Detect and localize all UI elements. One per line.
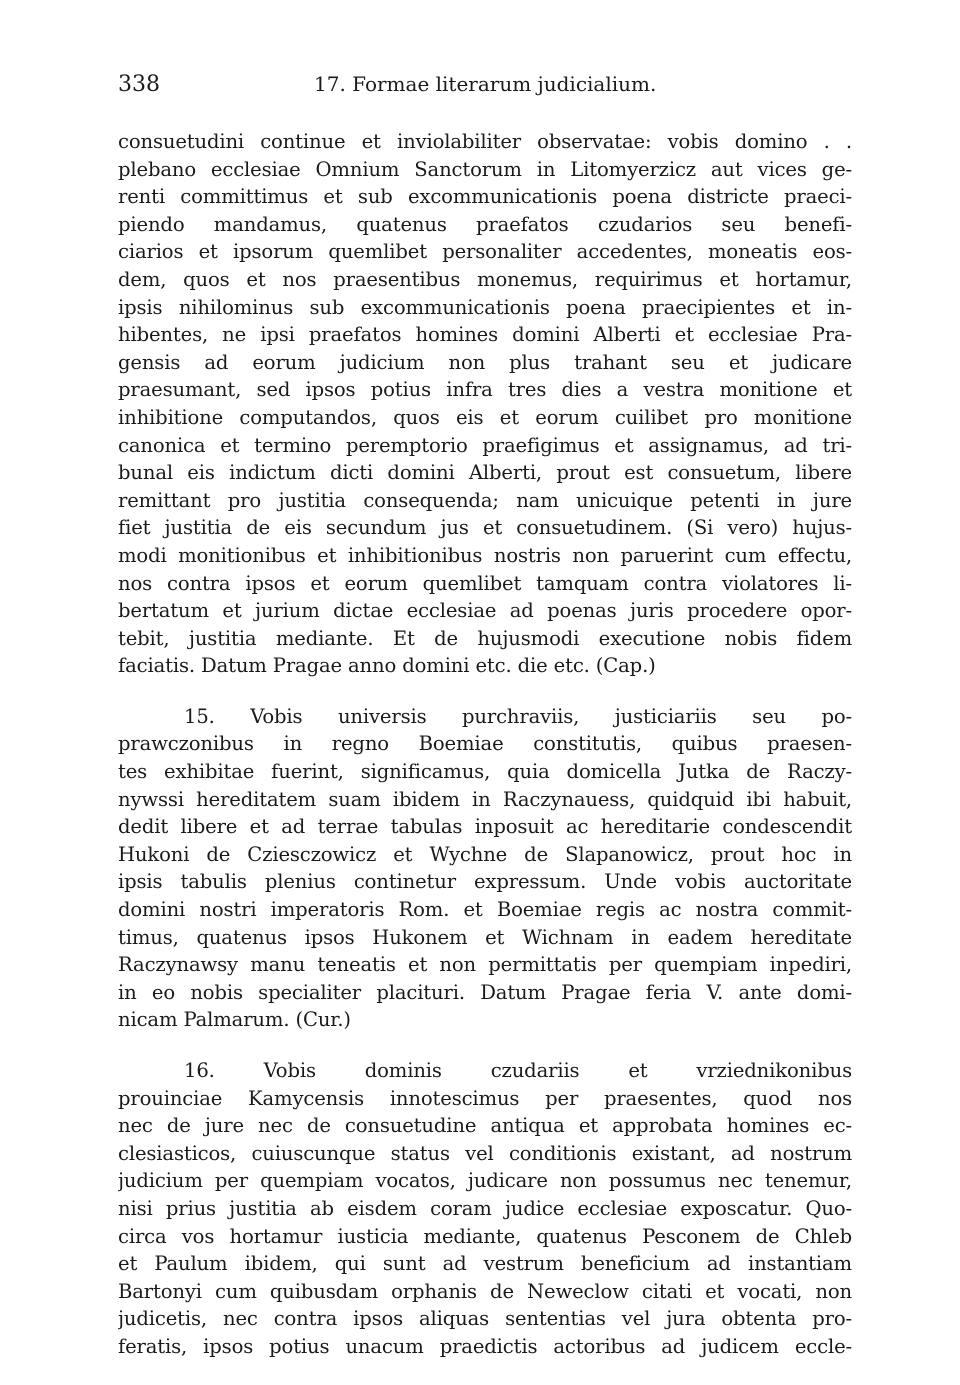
text-line: dedit libere et ad terrae tabulas inposuit ac hereditarie condescendit [118,815,852,839]
text-line: inhibitione computandos, quos eis et eorum cuilibet pro monitione [118,405,852,429]
text-line: fiet justitia de eis secundum jus et consuetudinem. (Si vero) hujus- [118,516,852,540]
text-line: nisi prius justitia ab eisdem coram judice ecclesiae exposcatur. Quo- [118,1196,852,1220]
text-line: ipsis nihilominus sub excommunicationis poena praecipientes et in- [118,295,852,319]
paragraph-16 [118,1057,852,1361]
text-line: 15. Vobis universis purchraviis, justiciariis seu po- [184,704,852,728]
running-header [118,72,852,106]
text-line: modi monitionibus et inhibitionibus nostris non paruerint cum effectu, [118,543,852,567]
running-title: 17. Formae literarum judicialium. [314,72,657,96]
text-line: Raczynawsy manu teneatis et non permittatis per quempiam inpediri, [118,953,852,977]
text-line: nec de jure nec de consuetudine antiqua et approbata homines ec- [118,1114,852,1138]
paragraph-15 [118,703,852,1034]
text-line: gensis ad eorum judicium non plus trahant seu et judicare [118,350,852,374]
document-page [118,72,852,1361]
text-line: domini nostri imperatoris Rom. et Boemiae regis ac nostra commit- [118,898,852,922]
text-line: prouinciae Kamycensis innotescimus per praesentes, quod nos [118,1086,852,1110]
paragraph-gap [118,680,852,703]
text-line: clesiasticos, cuiuscunque status vel conditionis existant, ad nostrum [118,1141,852,1165]
text-line: 16. Vobis dominis czudariis et vrziednikonibus [184,1059,852,1082]
text-line: tes exhibitae fuerint, significamus, quia domicella Jutka de Raczy- [118,760,852,784]
body-text [118,128,852,1361]
text-line: praesumant, sed ipsos potius infra tres dies a vestra monitione et [118,378,852,402]
text-line: piendo mandamus, quatenus praefatos czudarios seu benefi- [118,212,852,236]
text-line: renti committimus et sub excommunicationis poena districte praeci- [118,185,852,209]
text-line: circa vos hortamur iusticia mediante, quatenus Pesconem de Chleb [118,1224,852,1248]
page-number: 338 [118,72,160,97]
text-line: feratis, ipsos potius unacum praedictis actoribus ad judicem eccle- [118,1334,852,1358]
text-line: bunal eis indictum dicti domini Alberti, prout est consuetum, libere [118,461,852,485]
text-line: judicetis, nec contra ipsos aliquas sententias vel jura obtenta pro- [118,1307,852,1331]
text-line: dem, quos et nos praesentibus monemus, requirimus et hortamur, [118,267,852,291]
text-line: prawczonibus in regno Boemiae constitutis, quibus praesen- [118,732,852,756]
text-line: tebit, justitia mediante. Et de hujusmodi executione nobis fidem [118,626,852,650]
text-line: nicam Palmarum. (Cur.) [118,1008,351,1032]
text-line: hibentes, ne ipsi praefatos homines domini Alberti et ecclesiae Pra- [118,323,852,347]
paragraph-continuation [118,128,852,680]
text-line: remittant pro justitia consequenda; nam unicuique petenti in jure [118,488,852,512]
text-line: Hukoni de Cziesczowicz et Wychne de Slapanowicz, prout hoc in [118,842,852,866]
text-line: in eo nobis specialiter placituri. Datum Pragae feria V. ante domi- [118,980,852,1004]
text-line: canonica et termino peremptorio praefigimus et assignamus, ad tri- [118,433,852,457]
text-line: et Paulum ibidem, qui sunt ad vestrum beneficium ad instantiam [118,1252,852,1276]
text-line: ipsis tabulis plenius continetur expressum. Unde vobis auctoritate [118,870,852,894]
text-line: bertatum et jurium dictae ecclesiae ad poenas juris procedere opor- [118,599,852,623]
text-line: nywssi hereditatem suam ibidem in Raczynauess, quidquid ibi habuit, [118,787,852,811]
text-line: nos contra ipsos et eorum quemlibet tamquam contra violatores li- [118,571,852,595]
text-line: faciatis. Datum Pragae anno domini etc. die etc. (Cap.) [118,654,656,678]
text-line: consuetudini continue et inviolabiliter observatae: vobis domino . . [118,130,852,153]
text-line: judicium per quempiam vocatos, judicare non possumus nec tenemur, [118,1169,852,1193]
text-line: timus, quatenus ipsos Hukonem et Wichnam in eadem hereditate [118,925,852,949]
text-line: Bartonyi cum quibusdam orphanis de Neweclow citati et vocati, non [118,1279,852,1303]
paragraph-gap [118,1034,852,1057]
text-line: ciarios et ipsorum quemlibet personaliter accedentes, moneatis eos- [118,240,852,264]
text-line: plebano ecclesiae Omnium Sanctorum in Litomyerzicz aut vices ge- [118,157,852,181]
